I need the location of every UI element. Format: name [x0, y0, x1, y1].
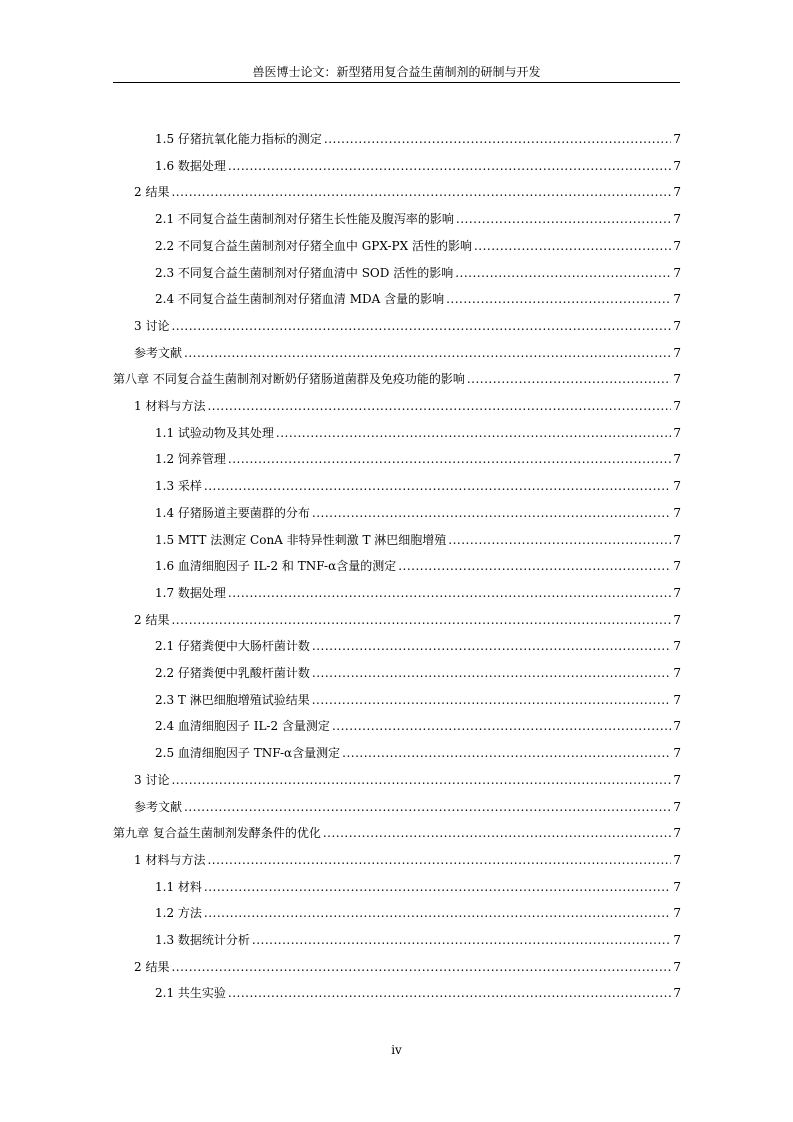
toc-entry-page: 7	[673, 292, 681, 307]
toc-dot-leader	[204, 900, 671, 926]
toc-entry-page: 7	[673, 452, 681, 467]
toc-entry-page: 7	[673, 132, 681, 146]
toc-entry-page: 7	[673, 906, 681, 921]
toc-entry-label: 2.1 共生实验	[155, 986, 226, 1001]
toc-dot-leader	[456, 206, 671, 232]
toc-entry[interactable]	[155, 980, 681, 1006]
toc-dot-leader	[184, 340, 671, 366]
toc-entry-label: 3 讨论	[134, 772, 170, 787]
toc-entry-page: 7	[673, 238, 681, 253]
toc-entry-page: 7	[673, 746, 681, 761]
toc-dot-leader	[228, 153, 671, 179]
toc-entry[interactable]	[155, 206, 681, 232]
toc-entry-page: 7	[673, 318, 681, 333]
toc-entry-label: 2.4 不同复合益生菌制剂对仔猪血清 MDA 含量的影响	[155, 292, 445, 307]
toc-entry-page: 7	[673, 612, 681, 627]
toc-entry-page: 7	[673, 479, 681, 494]
toc-entry-page: 7	[673, 692, 681, 707]
toc-entry-label: 第九章 复合益生菌制剂发酵条件的优化	[113, 826, 321, 841]
toc-entry-page: 7	[673, 826, 681, 841]
toc-dot-leader	[276, 420, 671, 446]
toc-entry-page: 7	[673, 933, 681, 947]
toc-dot-leader	[228, 980, 671, 1006]
toc-entry[interactable]	[155, 153, 681, 179]
toc-dot-leader	[312, 660, 671, 686]
toc-dot-leader	[228, 580, 671, 606]
toc-entry[interactable]	[155, 527, 681, 553]
toc-entry-label: 1.5 MTT 法测定 ConA 非特异性刺激 T 淋巴细胞增殖	[155, 532, 447, 547]
toc-dot-leader	[228, 446, 671, 472]
toc-entry-page: 7	[673, 158, 681, 173]
toc-entry-page: 7	[673, 505, 681, 520]
toc-entry[interactable]	[155, 740, 681, 766]
toc-entry-page: 7	[673, 852, 681, 867]
toc-entry-label: 2 结果	[134, 185, 170, 200]
toc-entry-page: 7	[673, 559, 681, 574]
toc-entry[interactable]	[134, 847, 681, 873]
toc-entry[interactable]	[155, 660, 681, 686]
toc-dot-leader	[332, 713, 671, 739]
toc-dot-leader	[312, 633, 671, 659]
toc-entry-label: 第八章 不同复合益生菌制剂对断奶仔猪肠道菌群及免疫功能的影响	[113, 372, 465, 387]
toc-dot-leader	[171, 313, 671, 339]
toc-entry-label: 2.3 T 淋巴细胞增殖试验结果	[155, 692, 310, 707]
toc-entry-page: 7	[673, 666, 681, 680]
toc-entry-label: 2.3 不同复合益生菌制剂对仔猪血清中 SOD 活性的影响	[155, 265, 454, 280]
toc-entry-page: 7	[673, 185, 681, 200]
toc-dot-leader	[204, 473, 671, 499]
toc-entry-label: 1.2 饲养管理	[155, 452, 226, 467]
toc-entry[interactable]	[134, 767, 681, 793]
toc-entry-page: 7	[673, 879, 681, 894]
toc-entry[interactable]	[134, 340, 681, 366]
toc-entry[interactable]	[155, 126, 681, 152]
toc-entry-page: 7	[673, 425, 681, 440]
toc-entry-label: 参考文献	[134, 345, 183, 360]
toc-entry[interactable]	[113, 820, 681, 846]
header-rule	[113, 82, 680, 83]
toc-entry[interactable]	[155, 233, 681, 259]
toc-entry-page: 7	[673, 719, 681, 734]
toc-entry-label: 2.1 不同复合益生菌制剂对仔猪生长性能及腹泻率的影响	[155, 212, 454, 227]
toc-dot-leader	[171, 607, 671, 633]
toc-entry-label: 2.5 血清细胞因子 TNF-α含量测定	[155, 746, 341, 761]
toc-entry-label: 3 讨论	[134, 318, 170, 333]
toc-entry[interactable]	[134, 954, 681, 980]
toc-dot-leader	[312, 500, 671, 526]
toc-entry[interactable]	[113, 366, 681, 392]
toc-entry[interactable]	[155, 900, 681, 926]
toc-entry-page: 7	[673, 639, 681, 654]
toc-entry-page: 7	[673, 372, 681, 387]
toc-entry-page: 7	[673, 959, 681, 974]
toc-entry-label: 1.3 采样	[155, 479, 202, 494]
toc-entry-label: 1.6 数据处理	[155, 158, 226, 173]
toc-entry-page: 7	[673, 986, 681, 1001]
toc-entry-page: 7	[673, 399, 681, 413]
toc-dot-leader	[171, 954, 671, 980]
toc-dot-leader	[323, 820, 672, 846]
toc-entry-label: 1.1 材料	[155, 879, 202, 894]
toc-dot-leader	[207, 393, 671, 419]
toc-entry[interactable]	[155, 473, 681, 499]
toc-entry-label: 2 结果	[134, 959, 170, 974]
toc-entry-label: 2.2 不同复合益生菌制剂对仔猪全血中 GPX-PX 活性的影响	[155, 238, 472, 253]
toc-entry-page: 7	[673, 345, 681, 360]
toc-entry-page: 7	[673, 265, 681, 280]
toc-entry-label: 1.2 方法	[155, 906, 202, 921]
toc-entry[interactable]	[155, 286, 681, 312]
toc-dot-leader	[474, 233, 671, 259]
toc-entry-label: 2.1 仔猪粪便中大肠杆菌计数	[155, 639, 310, 654]
toc-entry-label: 1 材料与方法	[134, 852, 206, 867]
toc-dot-leader	[204, 874, 671, 900]
toc-entry-label: 2 结果	[134, 612, 170, 627]
toc-dot-leader	[171, 767, 671, 793]
toc-entry-label: 1.4 仔猪肠道主要菌群的分布	[155, 505, 310, 520]
toc-entry-page: 7	[673, 212, 681, 227]
toc-entry[interactable]	[155, 420, 681, 446]
toc-dot-leader	[171, 179, 671, 205]
toc-entry-label: 1.1 试验动物及其处理	[155, 425, 274, 440]
toc-dot-leader	[446, 286, 671, 312]
toc-entry-page: 7	[673, 532, 681, 547]
toc-entry[interactable]	[155, 500, 681, 526]
page-number: iv	[391, 1043, 402, 1057]
toc-entry-label: 1.5 仔猪抗氧化能力指标的测定	[155, 132, 322, 146]
toc-entry[interactable]	[155, 687, 681, 713]
toc-dot-leader	[324, 126, 671, 152]
toc-dot-leader	[467, 366, 672, 392]
running-header: 兽医博士论文：新型猪用复合益生菌制剂的研制与开发	[252, 65, 541, 79]
toc-entry-label: 1.7 数据处理	[155, 585, 226, 600]
toc-entry-label: 2.2 仔猪粪便中乳酸杆菌计数	[155, 666, 310, 680]
toc-entry-label: 参考文献	[134, 799, 183, 814]
toc-entry[interactable]	[134, 607, 681, 633]
toc-entry[interactable]	[155, 260, 681, 286]
toc-entry[interactable]	[155, 553, 681, 579]
toc-entry[interactable]	[155, 927, 681, 953]
toc-entry-page: 7	[673, 772, 681, 787]
toc-entry[interactable]	[134, 393, 681, 419]
toc-entry-page: 7	[673, 799, 681, 814]
toc-dot-leader	[207, 847, 671, 873]
toc-dot-leader	[252, 927, 671, 953]
toc-dot-leader	[398, 553, 671, 579]
toc-dot-leader	[184, 794, 671, 820]
toc-entry[interactable]	[155, 633, 681, 659]
toc-dot-leader	[455, 260, 671, 286]
toc-dot-leader	[448, 527, 671, 553]
toc-entry[interactable]	[155, 874, 681, 900]
toc-entry[interactable]	[134, 794, 681, 820]
toc-entry[interactable]	[134, 313, 681, 339]
toc-entry[interactable]	[155, 580, 681, 606]
toc-dot-leader	[342, 740, 671, 766]
toc-entry[interactable]	[155, 446, 681, 472]
toc-dot-leader	[312, 687, 672, 713]
toc-entry-label: 2.4 血清细胞因子 IL-2 含量测定	[155, 719, 330, 734]
toc-entry-label: 1.3 数据统计分析	[155, 933, 250, 947]
toc-entry-label: 1.6 血清细胞因子 IL-2 和 TNF-α含量的测定	[155, 559, 397, 574]
toc-entry[interactable]	[134, 179, 681, 205]
toc-entry-page: 7	[673, 585, 681, 600]
toc-entry[interactable]	[155, 713, 681, 739]
toc-entry-label: 1 材料与方法	[134, 399, 206, 413]
